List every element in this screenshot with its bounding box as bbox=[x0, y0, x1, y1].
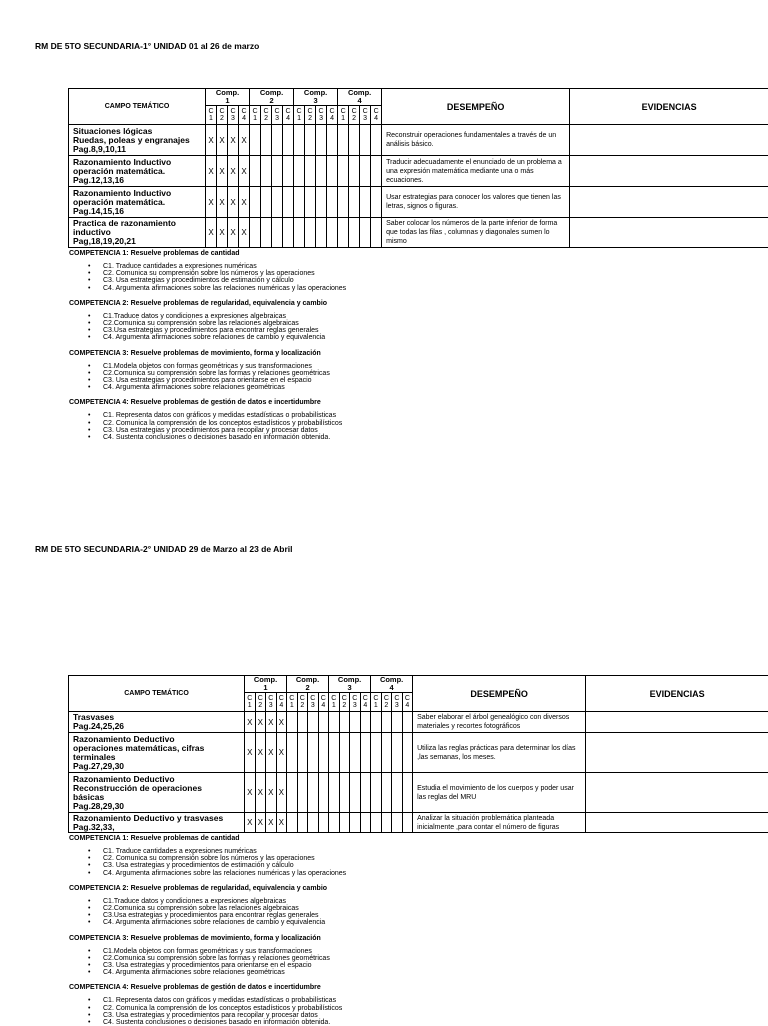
criterion-cell: X bbox=[245, 813, 256, 833]
competencia-item: • C2. Comunica la comprensión de los conceptos estadísticos y probabilísticos bbox=[69, 1005, 749, 1012]
criterion-cell bbox=[381, 773, 392, 813]
criterion-cell: X bbox=[228, 156, 239, 187]
competencia-item: • C3. Usa estrategias y procedimientos para recopilar y procesar datos bbox=[69, 1012, 749, 1019]
desempeno-cell: Usar estrategias para conocer los valores que tienen las letras, signos o figuras. bbox=[382, 187, 570, 218]
criterion-cell bbox=[371, 187, 382, 218]
competencia-item: • C1. Traduce cantidades a expresiones numéricas bbox=[69, 263, 749, 270]
criterion-cell bbox=[360, 712, 371, 733]
topic-line: Pag.12,13,16 bbox=[73, 176, 205, 185]
criterion-cell bbox=[316, 156, 327, 187]
criterion-cell bbox=[287, 773, 298, 813]
criterion-cell bbox=[261, 187, 272, 218]
criterion-cell bbox=[381, 813, 392, 833]
criterion-cell bbox=[305, 187, 316, 218]
criterion-cell bbox=[287, 813, 298, 833]
criterion-cell bbox=[329, 712, 340, 733]
comp-3-header: Comp. 3 bbox=[294, 89, 338, 106]
criterion-cell: X bbox=[245, 712, 256, 733]
criterion-cell: X bbox=[217, 125, 228, 156]
criterion-cell bbox=[381, 733, 392, 773]
evidencias-cell bbox=[570, 187, 768, 218]
criterion-cell bbox=[349, 218, 360, 248]
criterion-header: C 2 bbox=[261, 106, 272, 125]
criterion-cell: X bbox=[255, 712, 266, 733]
competencia-item: • C1.Modela objetos con formas geométricas y sus transformaciones bbox=[69, 363, 749, 370]
campo-tematico-cell bbox=[69, 733, 245, 773]
criterion-header: C 2 bbox=[339, 693, 350, 712]
criterion-cell bbox=[305, 125, 316, 156]
competencia-item: • C1.Modela objetos con formas geométricas y sus transformaciones bbox=[69, 948, 749, 955]
criterion-cell bbox=[272, 156, 283, 187]
criterion-cell bbox=[338, 125, 349, 156]
criterion-cell bbox=[318, 733, 329, 773]
criterion-cell bbox=[402, 712, 413, 733]
competencia-item: • C2. Comunica su comprensión sobre los números y las operaciones bbox=[69, 270, 749, 277]
criterion-cell: X bbox=[245, 773, 256, 813]
criterion-header: C 1 bbox=[338, 106, 349, 125]
competencia-item: • C2. Comunica la comprensión de los conceptos estadísticos y probabilísticos bbox=[69, 420, 749, 427]
competencia-item: • C4. Argumenta afirmaciones sobre las relaciones numéricas y las operaciones bbox=[69, 870, 749, 877]
competencia-section bbox=[69, 834, 749, 877]
topic-line: Pag.14,15,16 bbox=[73, 207, 205, 216]
competencia-section bbox=[69, 884, 749, 927]
table-row bbox=[69, 733, 768, 773]
criterion-cell bbox=[294, 125, 305, 156]
criterion-cell: X bbox=[245, 733, 256, 773]
criterion-cell: X bbox=[228, 218, 239, 248]
criterion-header: C 4 bbox=[276, 693, 287, 712]
criterion-cell bbox=[350, 773, 361, 813]
campo-header: CAMPO TEMÁTICO bbox=[69, 89, 206, 125]
table-row bbox=[69, 218, 768, 248]
criterion-header: C 4 bbox=[283, 106, 294, 125]
criterion-cell bbox=[327, 156, 338, 187]
evidencias-cell bbox=[570, 156, 768, 187]
campo-tematico-cell bbox=[69, 813, 245, 833]
competencia-title: COMPETENCIA 2: Resuelve problemas de regularidad, equivalencia y cambio bbox=[69, 299, 749, 308]
topic-line: operación matemática. bbox=[73, 167, 205, 176]
criterion-cell bbox=[392, 813, 403, 833]
table-row bbox=[69, 156, 768, 187]
criterion-cell bbox=[349, 187, 360, 218]
comp-1-header: Comp. 1 bbox=[245, 676, 287, 693]
criterion-cell: X bbox=[239, 218, 250, 248]
criterion-cell bbox=[316, 187, 327, 218]
criterion-header: C 2 bbox=[255, 693, 266, 712]
competencia-item: • C1. Traduce cantidades a expresiones numéricas bbox=[69, 848, 749, 855]
criterion-cell bbox=[371, 218, 382, 248]
criterion-cell bbox=[250, 156, 261, 187]
criterion-cell bbox=[350, 813, 361, 833]
comp-3-header: Comp. 3 bbox=[329, 676, 371, 693]
campo-tematico-cell bbox=[69, 125, 206, 156]
criterion-cell: X bbox=[276, 773, 287, 813]
competencia-section bbox=[69, 983, 749, 1026]
competencia-section bbox=[69, 299, 749, 342]
criterion-cell: X bbox=[255, 773, 266, 813]
criterion-cell bbox=[392, 773, 403, 813]
criterion-cell: X bbox=[266, 773, 277, 813]
criterion-header: C 3 bbox=[350, 693, 361, 712]
criterion-cell bbox=[250, 218, 261, 248]
evidencias-cell bbox=[586, 773, 768, 813]
criterion-cell: X bbox=[228, 187, 239, 218]
criterion-cell bbox=[349, 156, 360, 187]
criterion-cell bbox=[250, 187, 261, 218]
criterion-cell bbox=[402, 813, 413, 833]
criterion-cell bbox=[381, 712, 392, 733]
criterion-cell bbox=[329, 733, 340, 773]
criterion-cell: X bbox=[276, 712, 287, 733]
topic-line: Pag.8,9,10,11 bbox=[73, 145, 205, 154]
criterion-cell: X bbox=[255, 813, 266, 833]
criterion-cell bbox=[308, 773, 319, 813]
criterion-cell bbox=[272, 187, 283, 218]
criterion-cell bbox=[283, 218, 294, 248]
criterion-cell bbox=[261, 156, 272, 187]
criterion-cell bbox=[360, 125, 371, 156]
criterion-cell bbox=[360, 187, 371, 218]
competencia-item: • C1. Representa datos con gráficos y medidas estadísticas o probabilísticas bbox=[69, 997, 749, 1004]
criterion-cell: X bbox=[228, 125, 239, 156]
competencia-title: COMPETENCIA 4: Resuelve problemas de gestión de datos e incertidumbre bbox=[69, 398, 749, 407]
criterion-header: C 1 bbox=[294, 106, 305, 125]
criterion-cell: X bbox=[276, 733, 287, 773]
criterion-header: C 4 bbox=[327, 106, 338, 125]
criterion-header: C 1 bbox=[206, 106, 217, 125]
criterion-cell bbox=[360, 156, 371, 187]
comp-2-header: Comp. 2 bbox=[287, 676, 329, 693]
criterion-cell bbox=[305, 156, 316, 187]
campo-tematico-cell bbox=[69, 712, 245, 733]
competencia-title: COMPETENCIA 2: Resuelve problemas de regularidad, equivalencia y cambio bbox=[69, 884, 749, 893]
competencia-item: • C3. Usa estrategias y procedimientos de estimación y cálculo bbox=[69, 277, 749, 284]
competencia-item: • C1.Traduce datos y condiciones a expresiones algebraicas bbox=[69, 898, 749, 905]
criterion-cell bbox=[371, 125, 382, 156]
criterion-cell bbox=[329, 813, 340, 833]
topic-line: Pag,18,19,20,21 bbox=[73, 237, 205, 246]
criterion-header: C 2 bbox=[305, 106, 316, 125]
criterion-cell bbox=[272, 218, 283, 248]
criterion-cell bbox=[283, 187, 294, 218]
desempeno-cell: Traducir adecuadamente el enunciado de un problema a una expresión matemática mediante una o más ecuaciones. bbox=[382, 156, 570, 187]
criterion-cell bbox=[327, 187, 338, 218]
competencia-item: • C3. Usa estrategias y procedimientos para orientarse en el espacio bbox=[69, 377, 749, 384]
criterion-cell bbox=[318, 773, 329, 813]
criterion-cell bbox=[294, 156, 305, 187]
criterion-header: C 2 bbox=[217, 106, 228, 125]
criterion-header: C 3 bbox=[392, 693, 403, 712]
evidencias-cell bbox=[570, 218, 768, 248]
criterion-cell bbox=[392, 712, 403, 733]
criterion-cell bbox=[371, 733, 382, 773]
criterion-header: C 1 bbox=[250, 106, 261, 125]
competencias-block-unit1 bbox=[69, 249, 749, 441]
competencia-title: COMPETENCIA 3: Resuelve problemas de movimiento, forma y localización bbox=[69, 934, 749, 943]
criterion-cell bbox=[392, 733, 403, 773]
topic-line: Pag.27,29,30 bbox=[73, 762, 244, 771]
competencia-item: • C4. Sustenta conclusiones o decisiones basado en información obtenida. bbox=[69, 1019, 749, 1026]
criterion-header: C 4 bbox=[402, 693, 413, 712]
competencia-title: COMPETENCIA 1: Resuelve problemas de cantidad bbox=[69, 249, 749, 258]
evidencias-cell bbox=[586, 712, 768, 733]
topic-line: Razonamiento Inductivo bbox=[73, 158, 205, 167]
criterion-cell bbox=[294, 187, 305, 218]
criterion-cell bbox=[338, 187, 349, 218]
criterion-cell bbox=[339, 712, 350, 733]
criterion-cell: X bbox=[206, 125, 217, 156]
topic-line: Razonamiento Deductivo y trasvases bbox=[73, 814, 244, 823]
competencia-item: • C1.Traduce datos y condiciones a expresiones algebraicas bbox=[69, 313, 749, 320]
table-row bbox=[69, 773, 768, 813]
criterion-cell: X bbox=[239, 125, 250, 156]
topic-line: Reconstrucción de operaciones bbox=[73, 784, 244, 793]
criterion-cell: X bbox=[217, 187, 228, 218]
topic-line: terminales bbox=[73, 753, 244, 762]
evidencias-cell bbox=[586, 813, 768, 833]
competencia-item: • C2. Comunica su comprensión sobre los números y las operaciones bbox=[69, 855, 749, 862]
topic-line: inductivo bbox=[73, 228, 205, 237]
criterion-header: C 3 bbox=[272, 106, 283, 125]
campo-header: CAMPO TEMÁTICO bbox=[69, 676, 245, 712]
criterion-cell: X bbox=[217, 218, 228, 248]
desempeno-header: DESEMPEÑO bbox=[413, 676, 586, 712]
criterion-cell bbox=[327, 218, 338, 248]
competencia-title: COMPETENCIA 4: Resuelve problemas de gestión de datos e incertidumbre bbox=[69, 983, 749, 992]
criterion-cell bbox=[308, 733, 319, 773]
desempeno-cell: Saber elaborar el árbol genealógico con diversos materiales y recortes fotográficos bbox=[413, 712, 586, 733]
criterion-header: C 4 bbox=[239, 106, 250, 125]
competencia-item: • C3.Usa estrategias y procedimientos para encontrar reglas generales bbox=[69, 912, 749, 919]
criterion-header: C 1 bbox=[245, 693, 256, 712]
criterion-cell bbox=[402, 773, 413, 813]
criterion-header: C 3 bbox=[228, 106, 239, 125]
criterion-cell: X bbox=[276, 813, 287, 833]
criterion-cell bbox=[327, 125, 338, 156]
criterion-cell bbox=[360, 773, 371, 813]
table-row bbox=[69, 125, 768, 156]
criterion-cell bbox=[283, 125, 294, 156]
criterion-cell: X bbox=[239, 187, 250, 218]
campo-tematico-cell bbox=[69, 218, 206, 248]
topic-line: Razonamiento Deductivo bbox=[73, 775, 244, 784]
competencia-item: • C4. Argumenta afirmaciones sobre relaciones de cambio y equivalencia bbox=[69, 334, 749, 341]
criterion-cell bbox=[350, 712, 361, 733]
criterion-cell bbox=[308, 712, 319, 733]
table-row bbox=[69, 712, 768, 733]
competencia-item: • C1. Representa datos con gráficos y medidas estadísticas o probabilísticas bbox=[69, 412, 749, 419]
criterion-cell bbox=[371, 813, 382, 833]
criterion-cell bbox=[371, 712, 382, 733]
topic-line: Ruedas, poleas y engranajes bbox=[73, 136, 205, 145]
competencia-item: • C3. Usa estrategias y procedimientos para orientarse en el espacio bbox=[69, 962, 749, 969]
competencia-item: • C4. Argumenta afirmaciones sobre relaciones geométricas bbox=[69, 384, 749, 391]
comp-1-header: Comp. 1 bbox=[206, 89, 250, 106]
desempeno-cell: Estudia el movimiento de los cuerpos y poder usar las reglas del MRU bbox=[413, 773, 586, 813]
criterion-cell: X bbox=[266, 712, 277, 733]
criterion-cell bbox=[360, 733, 371, 773]
competencia-item: • C2.Comunica su comprensión sobre las formas y relaciones geométricas bbox=[69, 955, 749, 962]
topic-line: operaciones matemáticas, cifras bbox=[73, 744, 244, 753]
criterion-cell bbox=[350, 733, 361, 773]
criterion-cell bbox=[329, 773, 340, 813]
desempeno-cell: Analizar la situación problemática planteada inicialmente ,para contar el número de figuras bbox=[413, 813, 586, 833]
comp-4-header: Comp. 4 bbox=[338, 89, 382, 106]
criterion-cell: X bbox=[206, 156, 217, 187]
criterion-cell bbox=[338, 218, 349, 248]
criterion-cell: X bbox=[217, 156, 228, 187]
criterion-cell bbox=[283, 156, 294, 187]
competencia-title: COMPETENCIA 1: Resuelve problemas de cantidad bbox=[69, 834, 749, 843]
unit2-title: RM DE 5TO SECUNDARIA-2° UNIDAD 29 de Marzo al 23 de Abril bbox=[35, 544, 293, 554]
competencia-section bbox=[69, 249, 749, 292]
criterion-cell bbox=[360, 813, 371, 833]
topic-line: Trasvases bbox=[73, 713, 244, 722]
criterion-cell bbox=[338, 156, 349, 187]
topic-line: Pag.28,29,30 bbox=[73, 802, 244, 811]
criterion-cell bbox=[297, 733, 308, 773]
evidencias-header: EVIDENCIAS bbox=[570, 89, 768, 125]
comp-4-header: Comp. 4 bbox=[371, 676, 413, 693]
criterion-header: C 1 bbox=[329, 693, 340, 712]
topic-line: Pag.24,25,26 bbox=[73, 722, 244, 731]
competencia-section bbox=[69, 934, 749, 977]
competencia-item: • C2.Comunica su comprensión sobre las relaciones algebraicas bbox=[69, 905, 749, 912]
topic-line: Pag.32,33, bbox=[73, 823, 244, 832]
table-row bbox=[69, 813, 768, 833]
competencia-item: • C2.Comunica su comprensión sobre las relaciones algebraicas bbox=[69, 320, 749, 327]
competencia-item: • C4. Argumenta afirmaciones sobre relaciones geométricas bbox=[69, 969, 749, 976]
criterion-header: C 4 bbox=[360, 693, 371, 712]
criterion-cell bbox=[261, 218, 272, 248]
criterion-cell bbox=[339, 733, 350, 773]
criterion-cell bbox=[294, 218, 305, 248]
criterion-cell: X bbox=[266, 813, 277, 833]
criterion-header: C 3 bbox=[316, 106, 327, 125]
criterion-cell bbox=[318, 712, 329, 733]
comp-2-header: Comp. 2 bbox=[250, 89, 294, 106]
desempeno-header: DESEMPEÑO bbox=[382, 89, 570, 125]
unit1-table bbox=[68, 88, 768, 248]
criterion-header: C 4 bbox=[318, 693, 329, 712]
competencia-item: • C3. Usa estrategias y procedimientos de estimación y cálculo bbox=[69, 862, 749, 869]
criterion-header: C 2 bbox=[349, 106, 360, 125]
topic-line: Situaciones lógicas bbox=[73, 127, 205, 136]
criterion-cell: X bbox=[266, 733, 277, 773]
criterion-header: C 2 bbox=[381, 693, 392, 712]
competencia-item: • C3. Usa estrategias y procedimientos para recopilar y procesar datos bbox=[69, 427, 749, 434]
unit2-table bbox=[68, 675, 768, 833]
criterion-header: C 1 bbox=[287, 693, 298, 712]
topic-line: Razonamiento Inductivo bbox=[73, 189, 205, 198]
campo-tematico-cell bbox=[69, 773, 245, 813]
evidencias-cell bbox=[570, 125, 768, 156]
criterion-cell bbox=[349, 125, 360, 156]
criterion-cell bbox=[371, 156, 382, 187]
topic-line: Razonamiento Deductivo bbox=[73, 735, 244, 744]
competencia-item: • C4. Argumenta afirmaciones sobre las relaciones numéricas y las operaciones bbox=[69, 285, 749, 292]
criterion-cell bbox=[316, 218, 327, 248]
criterion-header: C 2 bbox=[297, 693, 308, 712]
competencia-item: • C3.Usa estrategias y procedimientos para encontrar reglas generales bbox=[69, 327, 749, 334]
criterion-cell bbox=[402, 733, 413, 773]
criterion-cell bbox=[297, 773, 308, 813]
criterion-cell: X bbox=[255, 733, 266, 773]
criterion-header: C 3 bbox=[266, 693, 277, 712]
topic-line: Practica de razonamiento bbox=[73, 219, 205, 228]
criterion-cell bbox=[339, 813, 350, 833]
campo-tematico-cell bbox=[69, 156, 206, 187]
criterion-cell bbox=[305, 218, 316, 248]
table-row bbox=[69, 187, 768, 218]
competencia-section bbox=[69, 349, 749, 392]
topic-line: operación matemática. bbox=[73, 198, 205, 207]
criterion-cell bbox=[287, 712, 298, 733]
competencia-item: • C2.Comunica su comprensión sobre las formas y relaciones geométricas bbox=[69, 370, 749, 377]
criterion-cell bbox=[308, 813, 319, 833]
criterion-header: C 3 bbox=[360, 106, 371, 125]
competencias-block-unit2 bbox=[69, 834, 749, 1026]
competencia-item: • C4. Sustenta conclusiones o decisiones basado en información obtenida. bbox=[69, 434, 749, 441]
criterion-cell bbox=[250, 125, 261, 156]
desempeno-cell: Utiliza las reglas prácticas para determinar los días ,las semanas, los meses. bbox=[413, 733, 586, 773]
criterion-cell: X bbox=[206, 187, 217, 218]
criterion-cell bbox=[297, 813, 308, 833]
competencia-item: • C4. Argumenta afirmaciones sobre relaciones de cambio y equivalencia bbox=[69, 919, 749, 926]
criterion-cell: X bbox=[206, 218, 217, 248]
criterion-cell bbox=[287, 733, 298, 773]
criterion-cell: X bbox=[239, 156, 250, 187]
competencia-title: COMPETENCIA 3: Resuelve problemas de movimiento, forma y localización bbox=[69, 349, 749, 358]
desempeno-cell: Reconstruir operaciones fundamentales a través de un análisis básico. bbox=[382, 125, 570, 156]
criterion-header: C 1 bbox=[371, 693, 382, 712]
criterion-cell bbox=[360, 218, 371, 248]
criterion-cell bbox=[272, 125, 283, 156]
criterion-cell bbox=[339, 773, 350, 813]
unit1-title: RM DE 5TO SECUNDARIA-1° UNIDAD 01 al 26 de marzo bbox=[35, 41, 259, 51]
campo-tematico-cell bbox=[69, 187, 206, 218]
evidencias-cell bbox=[586, 733, 768, 773]
criterion-header: C 3 bbox=[308, 693, 319, 712]
topic-line: básicas bbox=[73, 793, 244, 802]
criterion-cell bbox=[318, 813, 329, 833]
competencia-section bbox=[69, 398, 749, 441]
criterion-cell bbox=[261, 125, 272, 156]
criterion-cell bbox=[371, 773, 382, 813]
criterion-header: C 4 bbox=[371, 106, 382, 125]
desempeno-cell: Saber colocar los números de la parte inferior de forma que todas las filas , columnas y diagonales sumen lo mismo bbox=[382, 218, 570, 248]
evidencias-header: EVIDENCIAS bbox=[586, 676, 768, 712]
criterion-cell bbox=[297, 712, 308, 733]
criterion-cell bbox=[316, 125, 327, 156]
